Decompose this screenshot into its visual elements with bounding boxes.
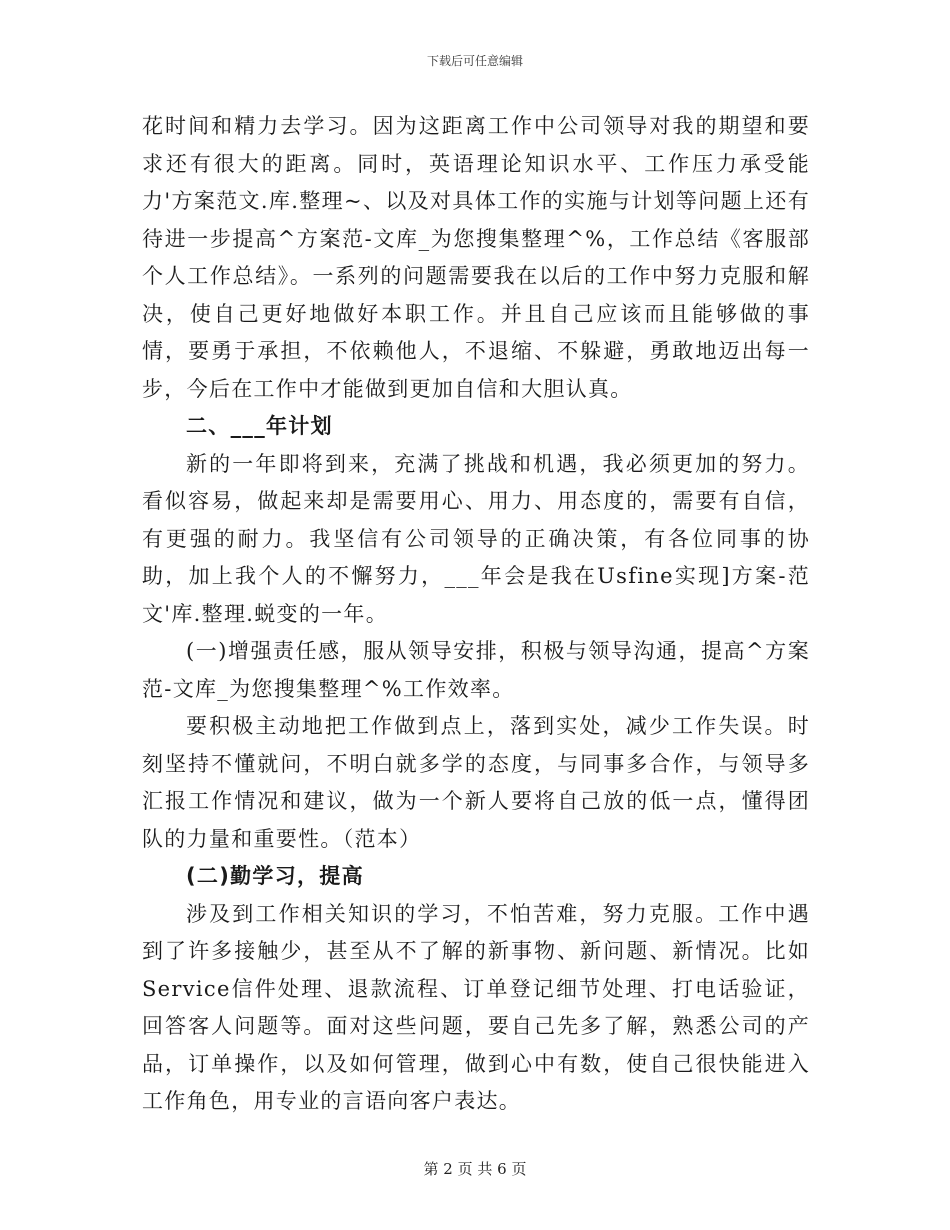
- paragraph-5: 涉及到工作相关知识的学习，不怕苦难，努力克服。工作中遇到了许多接触少，甚至从不了解的新事物、新问题、新情况。比如Service信件处理、退款流程、订单登记细节处理、打电话验证，回答客人问题等。面对这些问题，要自己先多了解，熟悉公司的产品，订单操作，以及如何管理，做到心中有数，使自己很快能进入工作角色，用专业的言语向客户表达。: [142, 901, 810, 1113]
- page-header: 下载后可任意编辑: [426, 54, 523, 68]
- section-heading-3: (二)勤学习，提高: [186, 864, 364, 888]
- paragraph-4: 要积极主动地把工作做到点上，落到实处，减少工作失误。时刻坚持不懂就问，不明白就多学的态度，与同事多合作，与领导多汇报工作情况和建议，做为一个新人要将自己放的低一点，懂得团队的力量和重要性。（范本）: [142, 714, 810, 851]
- paragraph-3: (一)增强责任感，服从领导安排，积极与领导沟通，提高^方案范-文库_为您搜集整理^%工作效率。: [142, 639, 810, 701]
- page-footer: 第 2 页 共 6 页: [423, 1160, 527, 1178]
- document-body: [142, 108, 810, 1121]
- paragraph-2: 新的一年即将到来，充满了挑战和机遇，我必须更加的努力。看似容易，做起来却是需要用心、用力、用态度的，需要有自信，有更强的耐力。我坚信有公司领导的正确决策，有各位同事的协助，加上我个人的不懈努力，___年会是我在Usfine实现]方案-范文'库.整理.蜕变的一年。: [142, 451, 810, 626]
- paragraph-1: 花时间和精力去学习。因为这距离工作中公司领导对我的期望和要求还有很大的距离。同时，英语理论知识水平、工作压力承受能力'方案范文.库.整理~、以及对具体工作的实施与计划等问题上还有待进一步提高^方案范-文库_为您搜集整理^%，工作总结《客服部个人工作总结》。一系列的问题需要我在以后的工作中努力克服和解决，使自己更好地做好本职工作。并且自己应该而且能够做的事情，要勇于承担，不依赖他人，不退缩、不躲避，勇敢地迈出每一步，今后在工作中才能做到更加自信和大胆认真。: [142, 114, 810, 401]
- section-heading-2: 二、___年计划: [186, 414, 333, 438]
